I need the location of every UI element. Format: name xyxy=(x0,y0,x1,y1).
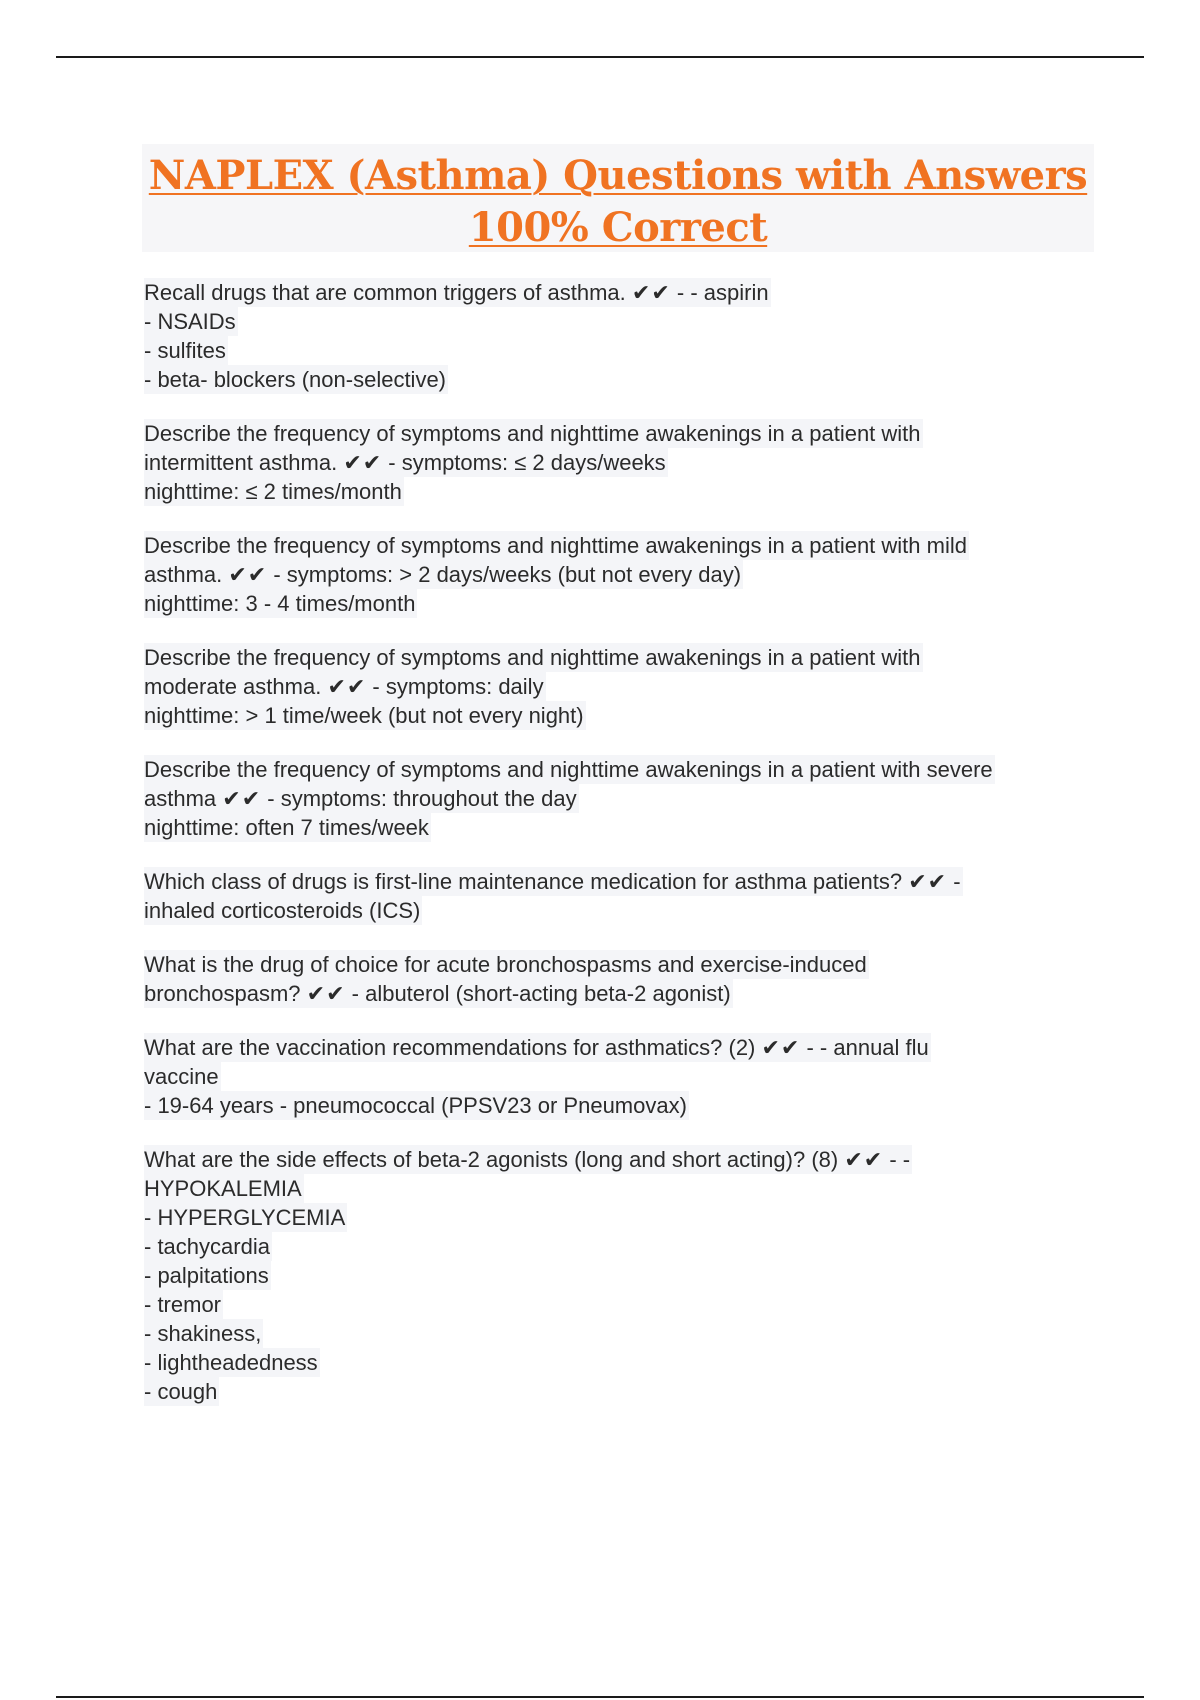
question-text: What are the vaccination recommendations for asthmatics? (2) xyxy=(144,1035,762,1060)
answer-text: - symptoms: ≤ 2 days/weeks xyxy=(382,450,666,475)
qa-line: - palpitations xyxy=(144,1263,269,1288)
qa-entry xyxy=(144,419,1084,506)
qa-line xyxy=(144,784,579,813)
double-check-icon: ✔✔ xyxy=(844,1147,884,1172)
answer-text: - albuterol (short-acting beta-2 agonist) xyxy=(345,981,731,1006)
qa-line: - sulfites xyxy=(144,338,226,363)
double-check-icon: ✔✔ xyxy=(343,450,383,475)
answer-text: - symptoms: > 2 days/weeks (but not every day) xyxy=(267,562,742,587)
double-check-icon: ✔✔ xyxy=(327,674,367,699)
double-check-icon: ✔✔ xyxy=(631,280,671,305)
question-text: asthma. xyxy=(144,562,229,587)
question-text: bronchospasm? xyxy=(144,981,307,1006)
title-block xyxy=(142,144,1094,252)
qa-line: nighttime: 3 - 4 times/month xyxy=(144,591,416,616)
qa-line: - NSAIDs xyxy=(144,309,236,334)
qa-line: nighttime: often 7 times/week xyxy=(144,815,429,840)
answer-text: - symptoms: daily xyxy=(366,674,544,699)
qa-line: Describe the frequency of symptoms and nighttime awakenings in a patient with severe xyxy=(144,757,993,782)
qa-entry xyxy=(144,531,1084,618)
qa-entry xyxy=(144,1033,1084,1120)
qa-line: Describe the frequency of symptoms and nighttime awakenings in a patient with xyxy=(144,421,921,446)
qa-line: Describe the frequency of symptoms and nighttime awakenings in a patient with xyxy=(144,645,921,670)
double-check-icon: ✔✔ xyxy=(306,981,346,1006)
qa-line: inhaled corticosteroids (ICS) xyxy=(144,898,421,923)
answer-text: - xyxy=(947,869,961,894)
qa-line: - beta- blockers (non-selective) xyxy=(144,367,447,392)
qa-entry xyxy=(144,950,1084,1008)
answer-text: - - aspirin xyxy=(670,280,769,305)
question-text: Recall drugs that are common triggers of asthma. xyxy=(144,280,632,305)
qa-line xyxy=(144,1145,912,1174)
qa-line: - HYPERGLYCEMIA xyxy=(144,1205,346,1230)
double-check-icon: ✔✔ xyxy=(908,869,948,894)
qa-line: Describe the frequency of symptoms and nighttime awakenings in a patient with mild xyxy=(144,533,967,558)
double-check-icon: ✔✔ xyxy=(761,1035,801,1060)
qa-line: vaccine xyxy=(144,1064,219,1089)
qa-line xyxy=(144,979,733,1008)
title-line-1: NAPLEX (Asthma) Questions with Answers xyxy=(148,152,1088,199)
qa-entry xyxy=(144,1145,1084,1406)
qa-line: - 19-64 years - pneumococcal (PPSV23 or Pneumovax) xyxy=(144,1093,687,1118)
answer-text: - symptoms: throughout the day xyxy=(261,786,577,811)
qa-line: nighttime: ≤ 2 times/month xyxy=(144,479,402,504)
qa-line xyxy=(144,448,668,477)
qa-line xyxy=(144,672,546,701)
qa-line: - lightheadedness xyxy=(144,1350,318,1375)
bottom-rule xyxy=(56,1696,1144,1698)
qa-line xyxy=(144,560,743,589)
qa-entry xyxy=(144,755,1084,842)
question-text: What are the side effects of beta-2 agonists (long and short acting)? (8) xyxy=(144,1147,845,1172)
qa-line: What is the drug of choice for acute bronchospasms and exercise-induced xyxy=(144,952,867,977)
question-text: intermittent asthma. xyxy=(144,450,344,475)
question-text: Which class of drugs is first-line maintenance medication for asthma patients? xyxy=(144,869,909,894)
qa-entry xyxy=(144,278,1084,394)
qa-line: - tachycardia xyxy=(144,1234,270,1259)
question-text: asthma xyxy=(144,786,223,811)
answer-text: - - annual flu xyxy=(800,1035,929,1060)
qa-line: - cough xyxy=(144,1379,218,1404)
double-check-icon: ✔✔ xyxy=(228,562,268,587)
qa-line: HYPOKALEMIA xyxy=(144,1176,302,1201)
qa-line: nighttime: > 1 time/week (but not every night) xyxy=(144,703,584,728)
top-rule xyxy=(56,56,1144,58)
qa-entry xyxy=(144,867,1084,925)
qa-line xyxy=(144,1033,931,1062)
qa-entry xyxy=(144,643,1084,730)
question-text: moderate asthma. xyxy=(144,674,328,699)
answer-text: - - xyxy=(883,1147,911,1172)
qa-line: - tremor xyxy=(144,1292,221,1317)
qa-line xyxy=(144,278,771,307)
qa-line: - shakiness, xyxy=(144,1321,262,1346)
document-title xyxy=(142,144,1094,254)
double-check-icon: ✔✔ xyxy=(222,786,262,811)
title-line-2: 100% Correct xyxy=(468,204,768,251)
qa-list xyxy=(144,278,1084,1431)
qa-line xyxy=(144,867,963,896)
